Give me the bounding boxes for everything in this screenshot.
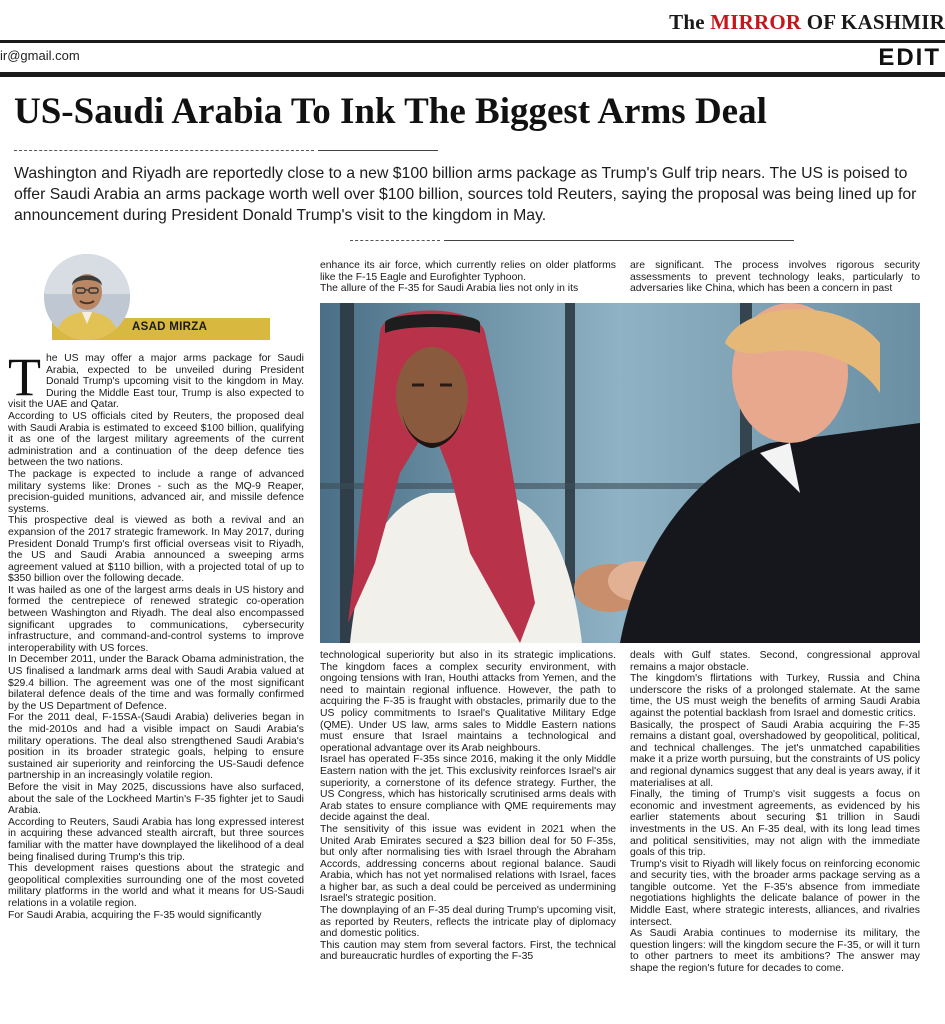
paragraph: Basically, the prospect of Saudi Arabia acquiring the F-35 remains a distant goal, overshadowed by geopolitical, political, and technical challenges. The jet's unmatched capabilities make it a prize worth pursuing, but the constraints of US policy and regional dynamics suggest that any deal is years away, if it materialises at all. (630, 719, 920, 789)
standfirst-divider-solid (444, 240, 794, 241)
paragraph: For the 2011 deal, F-15SA-(Saudi Arabia) deliveries began in the mid-2010s and had a visible impact on Saudi Arabia's military operations. The deal also strengthened Saudi Arabia's position in its broader strategic goals, helping to ensure sustained air superiority and reinforcing the US-Saudi defence partnership in an increasingly volatile region. (8, 712, 304, 782)
body-column-3-top (630, 260, 920, 296)
paragraph: Before the visit in May 2025, discussions have also surfaced, about the sale of the Lockheed Martin's F-35 fighter jet to Saudi Arabia. (8, 781, 304, 817)
leaders-handshake-photo (320, 303, 920, 643)
paragraph: are significant. The process involves rigorous security assessments to prevent technology leaks, particularly to adversaries like China, which has been a concern in past (630, 260, 920, 295)
paragraph-text: he US may offer a major arms package for Saudi Arabia, expected to be unveiled during President Donald Trump's upcoming visit to the kingdom in May. During the Middle East tour, Trump is also expected to visit the UAE and Qatar. (8, 353, 304, 411)
paragraph: The kingdom's flirtations with Turkey, Russia and China underscore the risks of a prolonged stalemate. At the same time, the US must weigh the benefits of arming Saudi Arabia against the potential backlash from Israel and domestic critics. (630, 673, 920, 719)
paragraph: For Saudi Arabia, acquiring the F-35 would significantly (8, 909, 262, 921)
body-column-1 (8, 353, 304, 1007)
paragraph: According to US officials cited by Reuters, the proposed deal with Saudi Arabia is estimated to exceed $100 billion, qualifying it as one of the largest military agreements of the current administration and a continuation of the deep defence ties between the two nations. (8, 410, 304, 469)
paragraph: The sensitivity of this issue was evident in 2021 when the United Arab Emirates secured a $23 billion deal for 50 F-35s, but only after normalising ties with Israel through the Abraham Accords, addressing concerns about regional balance. Saudi Arabia, which has not yet normalised relations with Israel, faces a higher bar, as such a deal could be perceived as undermining Israel's strategic position. (320, 823, 616, 905)
body-column-2-top (320, 260, 616, 296)
paragraph: Israel has operated F-35s since 2016, making it the only Middle Eastern nation with the jet. This exclusivity reinforces Israel's air superiority, a cornerstone of its defence strategy. Further, the US Congress, which has historically scrutinised arms deals with Arab states to ensure compliance with QME requirements may decide against the deal. (320, 754, 616, 824)
body-column-2-bottom (320, 650, 616, 1010)
article-headline: US-Saudi Arabia To Ink The Biggest Arms Deal (14, 91, 767, 132)
article-standfirst: Washington and Riyadh are reportedly close to a new $100 billion arms package as Trump's Gulf trip nears. The US is poised to offer Saudi Arabia an arms package worth well over $100 billion, sources told Reuters, saying the proposal was being lined up for announcement during President Donald Trump's visit to the kingdom in May. (14, 165, 917, 224)
masthead-of-kashmir: OF KASHMIR (806, 10, 945, 34)
masthead (0, 0, 945, 78)
masthead-bottom-rule (0, 72, 945, 77)
paragraph: The package is expected to include a range of advanced military systems like: Drones - such as the MQ-9 Reaper, precision-guided munitions, advanced air, and missile defence systems. (8, 468, 304, 515)
paragraph: This development raises questions about the strategic and geopolitical complexities surrounding one of the most coveted military platforms in the world and what it means for US-Saudi relations in a volatile region. (8, 863, 304, 909)
paragraph: According to Reuters, Saudi Arabia has long expressed interest in acquiring these advanced stealth aircraft, but three sources familiar with the matter have downplayed the likelihood of a deal being finalised during Trump's this trip. (8, 816, 304, 863)
newspaper-name (669, 10, 945, 35)
paragraph: In December 2011, under the Barack Obama administration, the US finalised a landmark arms deal with Saudi Arabia valued at $29.4 billion. The agreement was one of the most significant bilateral defence deals of the time and was formally confirmed by the US Department of Defence. (8, 654, 304, 712)
paragraph: enhance its air force, which currently relies on older platforms like the F-15 Eagle and Eurofighter Typhoon. (320, 260, 616, 283)
section-label: EDIT (878, 44, 941, 71)
masthead-top-rule (0, 40, 945, 43)
paragraph: Finally, the timing of Trump's visit suggests a focus on economic and investment agreements, as evidenced by his earlier statements about securing $1 trillion in Saudi investments in the US. An F-35 deal, with its long lead times and political sensitivities, may not align with the immediate goals of this trip. (630, 789, 920, 859)
paragraph: This prospective deal is viewed as both a revival and an expansion of the 2017 strategic framework. In May 2017, during President Donald Trump's first official overseas visit to Riyadh, the US and Saudi Arabia announced a sweeping arms agreement valued at $110 billion, with a projected total of up to $350 billion over the following decade. (8, 515, 304, 585)
drop-cap: T (8, 353, 41, 407)
paragraph: technological superiority but also in its strategic implications. The kingdom faces a complex security environment, with ongoing tensions with Iran, Houthi attacks from Yemen, and the need to maintain regional influence. However, the path to acquiring the F-35 is fraught with obstacles, primarily due to the US policy commitments to Israel's Qualitative Military Edge (QME). Under US law, arms sales to Middle Eastern nations must ensure that Israel maintains a technological and operational advantage over its Arab neighbours. (320, 650, 616, 754)
author-portrait-icon (44, 254, 130, 340)
paragraph: The allure of the F-35 for Saudi Arabia lies not only in its (320, 283, 579, 295)
paragraph: As Saudi Arabia continues to modernise its military, the question lingers: will the kingdom secure the F-35, or will it turn to other partners to meet its ambitions? The answer may shape the region's future for decades to come. (630, 928, 920, 975)
masthead-mirror: MIRROR (710, 10, 802, 34)
paragraph: deals with Gulf states. Second, congressional approval remains a major obstacle. (630, 650, 920, 673)
paragraph: The downplaying of an F-35 deal during Trump's upcoming visit, as reported by Reuters, reflects the intricate play of diplomacy and domestic politics. (320, 905, 616, 940)
author-name: ASAD MIRZA (132, 321, 208, 333)
headline-divider (14, 150, 314, 151)
paragraph: It was hailed as one of the largest arms deals in US history and formed the centrepiece of renewed strategic co-operation between Washington and Riyadh. The deal also encompassed significant upgrades to communications, cybersecurity infrastructure, and command-and-control systems to improve interoperability with US forces. (8, 584, 304, 654)
paragraph: Trump's visit to Riyadh will likely focus on reinforcing economic and security ties, with the broader arms package serving as a tangible outcome. Yet the F-35's absence from immediate negotiations highlights the delicate balance of power in the Middle East, where strategic interests, alliances, and rivalries intersect. (630, 858, 920, 928)
body-column-3-bottom (630, 650, 920, 1010)
standfirst-divider (350, 240, 440, 241)
paragraph (8, 353, 304, 411)
masthead-the: The (669, 10, 705, 34)
headline-divider-solid (318, 150, 438, 151)
contact-email: ir@gmail.com (0, 48, 80, 63)
paragraph: This caution may stem from several factors. First, the technical and bureaucratic hurdles of exporting the F-35 (320, 939, 616, 963)
